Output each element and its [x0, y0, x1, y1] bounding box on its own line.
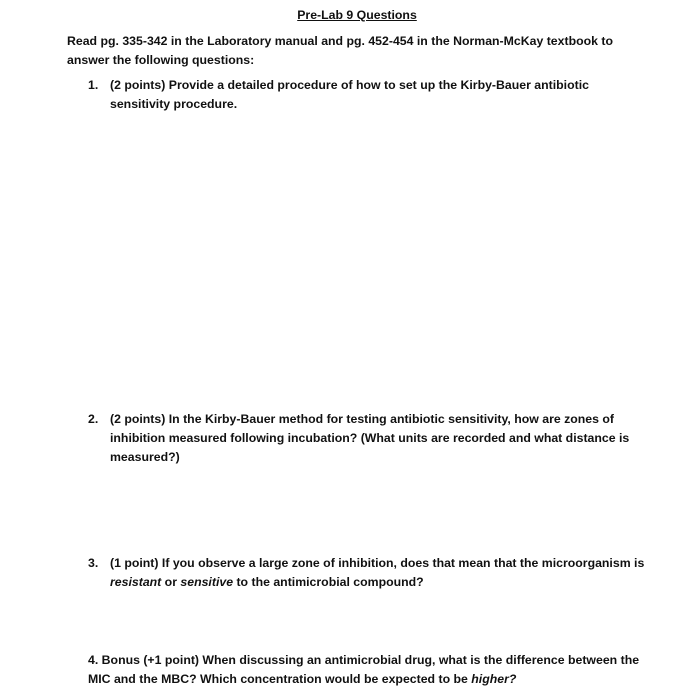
question-1-text: (2 points) Provide a detailed procedure of how to set up the Kirby-Bauer antibiotic sensitivity procedure. [110, 78, 589, 111]
question-3-text [110, 554, 648, 592]
question-3-text-part-1: (1 point) If you observe a large zone of inhibition, does that mean that the microorganism is [110, 556, 645, 570]
question-3 [88, 554, 648, 592]
question-2 [88, 410, 658, 467]
instructions-text: Read pg. 335-342 in the Laboratory manual and pg. 452-454 in the Norman-McKay textbook to answer the following questions: [67, 34, 613, 67]
question-3-emphasis-resistant: resistant [110, 575, 162, 589]
question-3-text-part-3: to the antimicrobial compound? [233, 575, 424, 589]
question-4-text [88, 651, 648, 689]
question-2-number: 2. [88, 412, 99, 426]
page-title: Pre-Lab 9 Questions [297, 8, 417, 22]
question-1-number: 1. [88, 78, 99, 92]
question-4-emphasis-higher: higher? [471, 672, 517, 686]
question-3-emphasis-sensitive: sensitive [180, 575, 234, 589]
question-2-text: (2 points) In the Kirby-Bauer method for testing antibiotic sensitivity, how are zones of inhibition measured following incubation? (What units are recorded and what distance is measured?) [110, 412, 630, 464]
question-4-bonus [88, 651, 648, 689]
question-3-text-part-2: or [161, 575, 181, 589]
question-4-text-part-1: 4. Bonus (+1 point) When discussing an antimicrobial drug, what is the difference between the MIC and the MBC? Which concentration would be expected to be [88, 653, 640, 686]
question-3-number: 3. [88, 556, 99, 570]
question-1 [88, 76, 618, 114]
